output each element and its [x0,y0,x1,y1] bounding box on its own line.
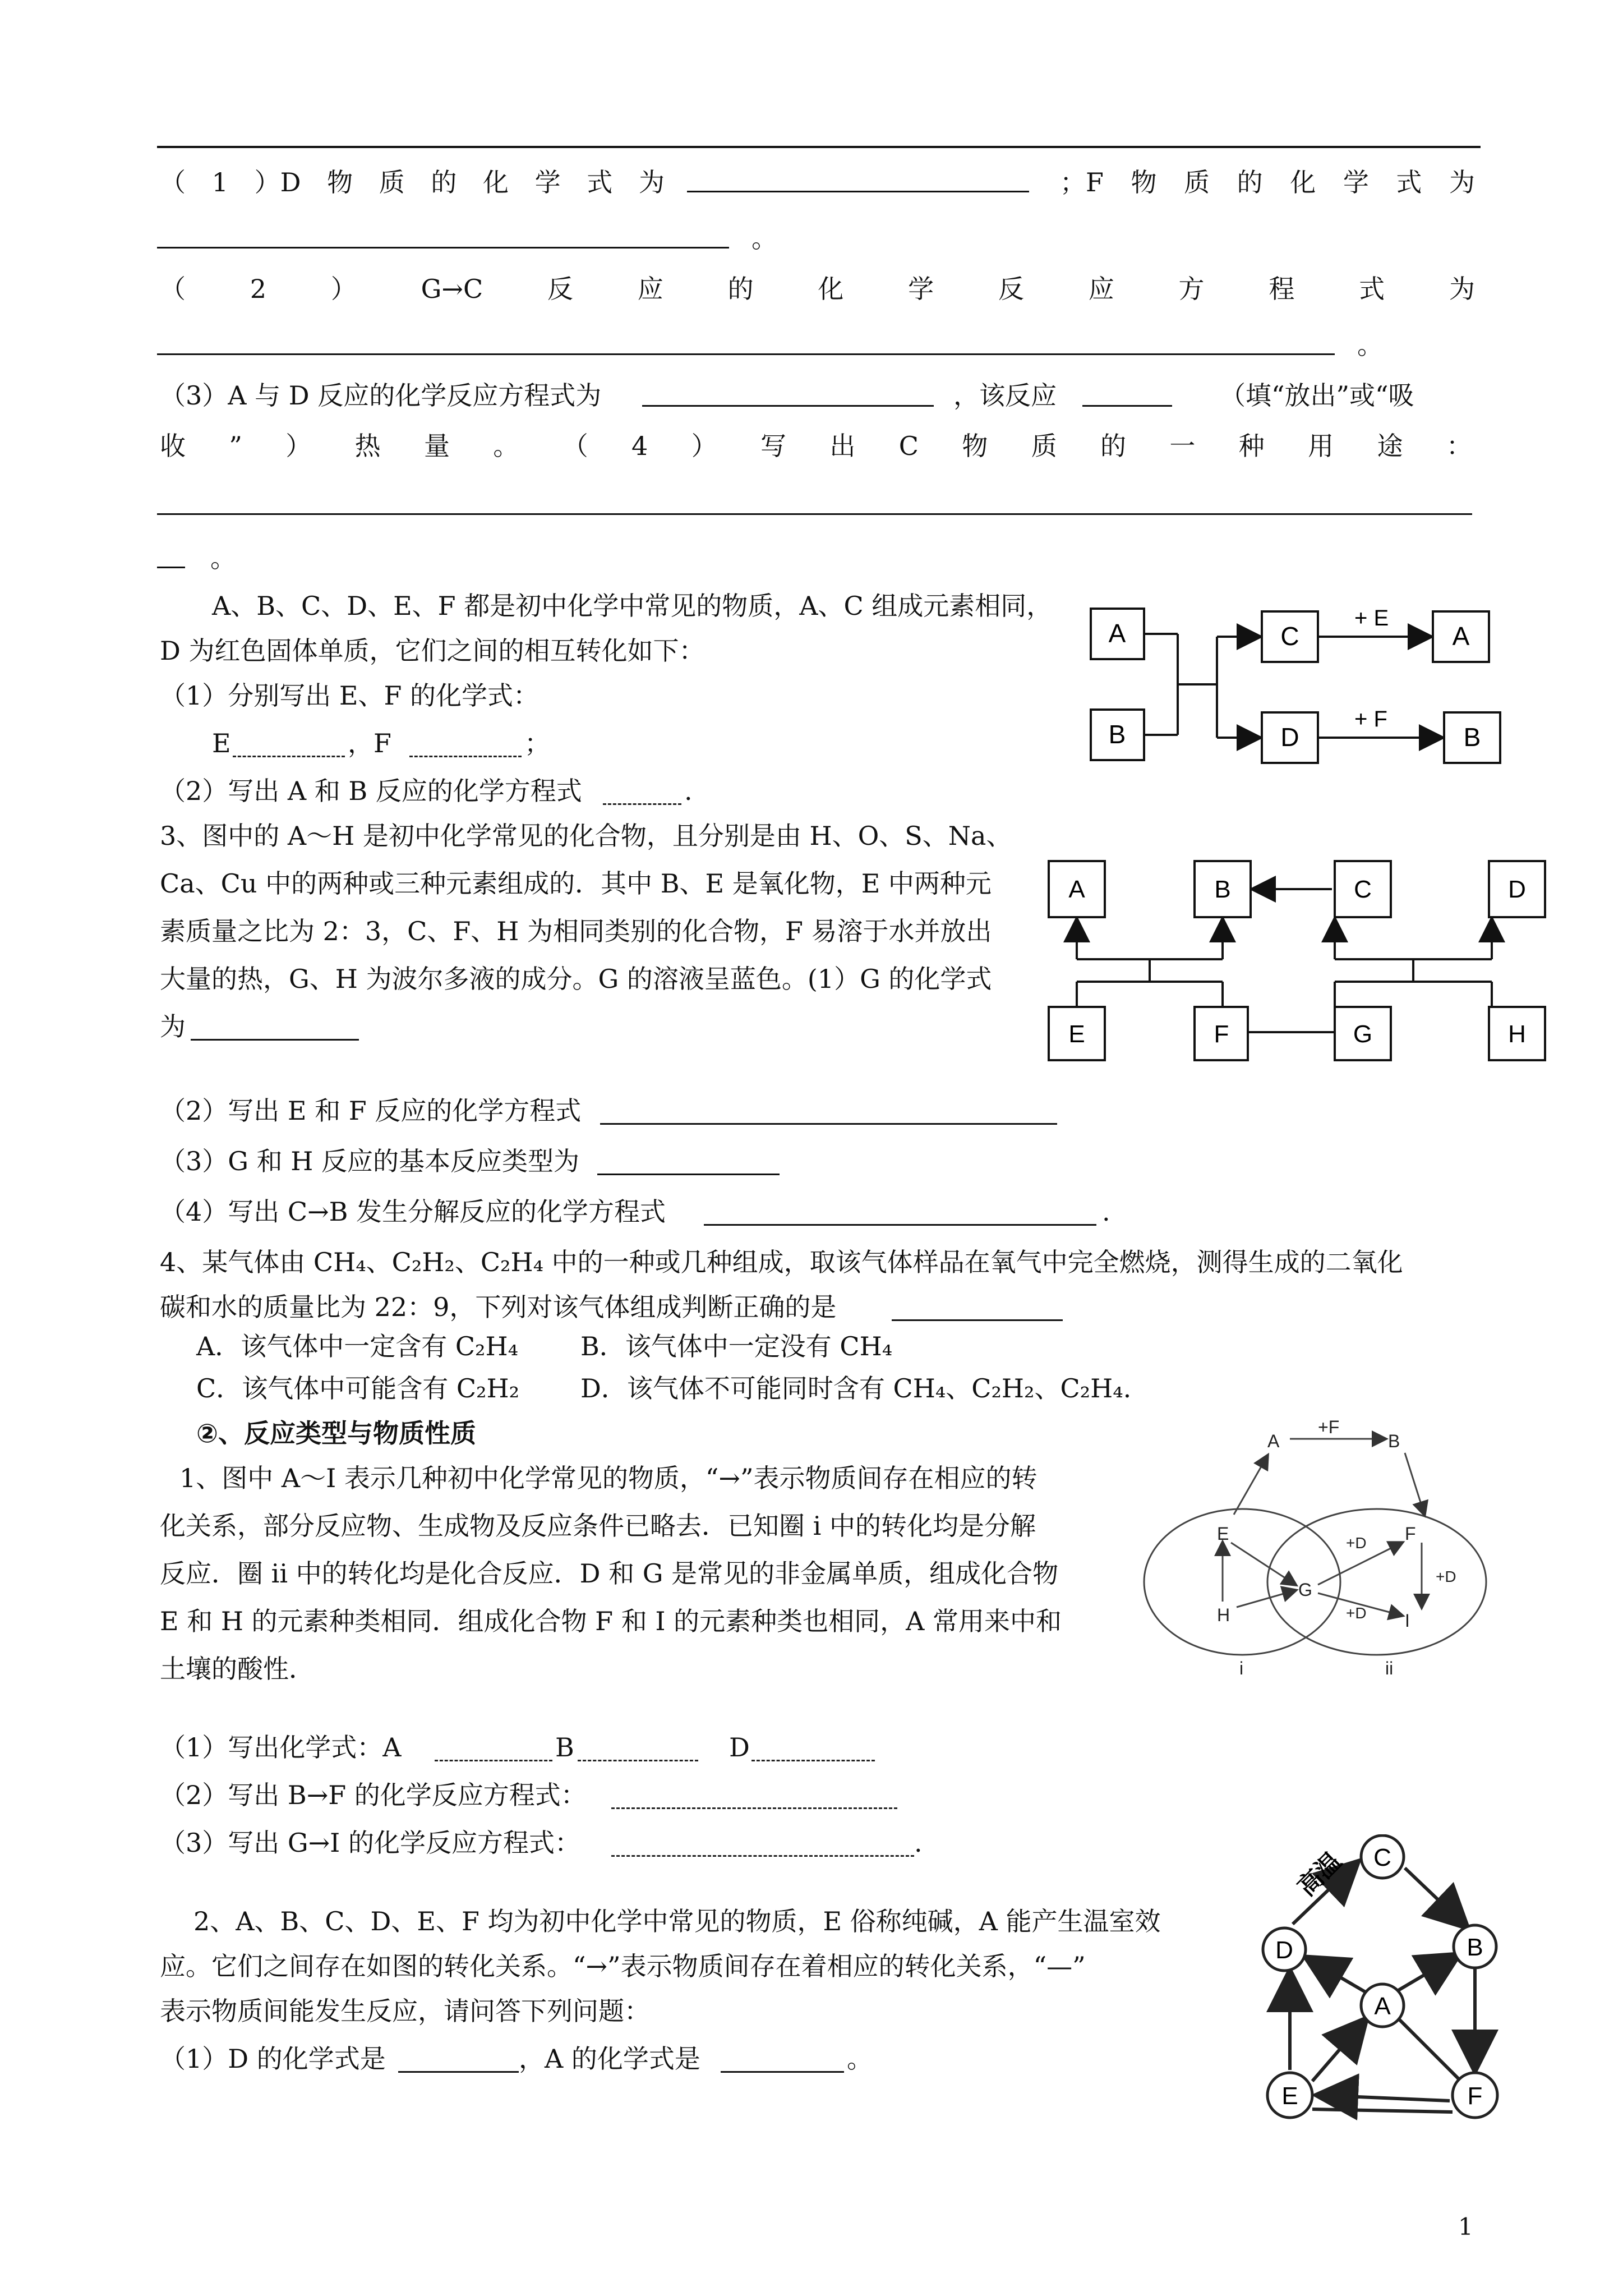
node-b [1454,1925,1496,1968]
q4-line2: 碳和水的质量比为 22：9，下列对该气体组成判断正确的是 [160,1292,837,1322]
q2-diagram [1082,595,1520,785]
q-top-line3a: （3）A 与 D 反应的化学反应方程式为 [160,380,602,411]
svg-text:G: G [1353,1020,1373,1048]
svg-text:A: A [1108,619,1126,648]
page-number: 1 [1458,2213,1473,2240]
label-gaowen: 高温 [1292,1847,1347,1902]
d-label-i: I [1405,1611,1410,1631]
answer-blank-a-d[interactable] [642,405,934,407]
q2-line3: （1）分别写出 E、F 的化学式： [160,680,540,711]
answer-blank-c-b[interactable] [704,1224,1096,1226]
svg-text:A: A [1068,876,1085,903]
q4-option-d[interactable]: D．该气体不可能同时含有 CH₄、C₂H₂、C₂H₄. [580,1373,1132,1404]
d-label-g: G [1298,1580,1312,1600]
q2-line4-end: ； [524,728,550,758]
d-label-plus-d1: +D [1346,1534,1367,1552]
d-label-plus-d3: +D [1436,1568,1456,1585]
answer-blank-g-h-type[interactable] [597,1174,780,1175]
answer-blank-e-f[interactable] [600,1123,1057,1125]
q3-q4-end: . [1102,1197,1110,1227]
q4-line1: 4、某气体由 CH₄、C₂H₂、C₂H₄ 中的一种或几种组成，取该气体样品在氧气中完全燃烧，测得生成的二氧化 [160,1247,1403,1277]
node-b2 [1444,712,1500,763]
answer-blank-e[interactable] [233,754,345,757]
s2q2-diagram [1256,1834,1509,2132]
q-top-line3c: （填“放出”或“吸 [1220,380,1414,411]
svg-text:A: A [1452,622,1470,651]
answer-blank-d-formula[interactable] [687,191,1029,192]
svg-text:B: B [1463,723,1481,752]
svg-text:D: D [1275,1936,1293,1964]
s2q1-line1: 1、图中 A～I 表示几种初中化学常见的物质，“→”表示物质间存在相应的转 [179,1463,1038,1493]
d-label-plus-d2: +D [1346,1604,1367,1622]
q2-line1: A、B、C、D、E、F 都是初中化学中常见的物质，A、C 组成元素相同， [212,591,1053,621]
q3-line5: 为 [160,1011,186,1042]
answer-blank-f[interactable] [409,754,522,757]
answer-blank-a-b[interactable] [603,802,681,805]
svg-text:C: C [1373,1844,1391,1871]
d-label-e: E [1217,1524,1229,1544]
q-top-line4-end: 。 [210,543,236,573]
q3-q4: （4）写出 C→B 发生分解反应的化学方程式 [160,1197,666,1227]
node-h [1489,1007,1545,1060]
answer-blank-b-f[interactable] [611,1806,897,1809]
node-g [1335,1007,1391,1060]
node-b [1195,861,1251,917]
answer-blank-g-to-c[interactable] [157,353,1335,355]
q3-line2: Ca、Cu 中的两种或三种元素组成的．其中 B、E 是氧化物，E 中两种元 [160,868,992,899]
svg-text:D: D [1280,723,1299,752]
q-top-line1-right: ；F 物 质 的 化 学 式 为 [1060,167,1475,197]
s2q1-line4: E 和 H 的元素种类相同．组成化合物 F 和 I 的元素种类也相同，A 常用来中和 [160,1606,1062,1636]
node-a [1361,1984,1404,2027]
s2q2-q1-b: ，A 的化学式是 [519,2044,700,2074]
node-a2 [1433,611,1489,662]
answer-blank-d[interactable] [398,2071,519,2073]
answer-blank-c-use-tail[interactable] [157,567,185,568]
answer-blank-s2-d[interactable] [751,1759,875,1761]
q3-q2: （2）写出 E 和 F 反应的化学方程式 [160,1096,582,1126]
s2q1-line5: 土壤的酸性． [160,1654,315,1684]
svg-text:D: D [1508,876,1526,903]
q3-line1: 3、图中的 A～H 是初中化学常见的化合物，且分别是由 H、O、S、Na、 [160,821,1012,851]
d-label-f: F [1405,1524,1416,1544]
q4-option-b[interactable]: B．该气体中一定没有 CH₄ [580,1331,893,1361]
answer-blank-s2-b[interactable] [578,1759,698,1761]
node-a [1049,861,1105,917]
node-f [1195,1007,1248,1060]
q3-q3: （3）G 和 H 反应的基本反应类型为 [160,1146,579,1176]
s2q2-line2: 应。它们之间存在如图的转化关系。“→”表示物质间存在着相应的转化关系，“—” [160,1951,1086,1981]
node-e [1049,1007,1105,1060]
d-label-h: H [1217,1605,1230,1625]
svg-text:E: E [1281,2082,1298,2110]
svg-text:C: C [1280,622,1299,651]
s2q1-q2: （2）写出 B→F 的化学反应方程式： [160,1780,587,1810]
d-label-circle-i: i [1239,1658,1244,1677]
node-f [1453,2073,1497,2118]
q2-line4-f: ，F [348,728,391,758]
label-plus-e: + E [1354,606,1389,631]
answer-blank-f-formula[interactable] [157,247,729,249]
q4-option-c[interactable]: C．该气体中可能含有 C₂H₂ [196,1373,520,1404]
svg-text:A: A [1374,1993,1391,2020]
s2q1-q1-d: D [729,1732,750,1763]
answer-blank-g[interactable] [191,1039,359,1041]
svg-text:E: E [1068,1020,1085,1048]
q3-line4: 大量的热，G、H 为波尔多液的成分。G 的溶液呈蓝色。(1）G 的化学式 [160,964,992,994]
svg-text:B: B [1214,876,1231,903]
node-d [1263,1928,1306,1971]
q-top-line2: （ 2 ） G→C 反 应 的 化 学 反 应 方 程 式 为 [160,274,1475,304]
s2q1-line2: 化关系，部分反应物、生成物及反应条件已略去．已知圈 i 中的转化均是分解 [160,1511,1036,1541]
q-top-line3b: ，该反应 [953,380,1057,411]
q-top-line2-end: 。 [1357,330,1383,360]
svg-text:F: F [1214,1020,1229,1048]
q-top-line1-end: 。 [751,223,777,254]
node-d [1262,712,1318,763]
svg-text:F: F [1467,2082,1483,2110]
answer-blank-g-i[interactable] [611,1854,914,1857]
s2q1-q3-end: . [914,1828,923,1858]
svg-text:B: B [1467,1934,1483,1961]
d-label-a: A [1267,1431,1280,1451]
s2q1-line3: 反应．圈 ii 中的转化均是化合反应．D 和 G 是常见的非金属单质，组成化合物 [160,1558,1059,1589]
label-plus-f: + F [1354,707,1387,731]
q2-line2: D 为红色固体单质，它们之间的相互转化如下： [160,636,705,666]
q2-line5-end: . [684,776,693,806]
q-top-line1: （ 1 ）D 物 质 的 化 学 式 为 [160,167,665,197]
d-label-plus-f: +F [1318,1417,1340,1437]
s2q2-line1: 2、A、B、C、D、E、F 均为初中化学中常见的物质，E 俗称纯碱，A 能产生温室效 [193,1906,1161,1936]
q2-line5: （2）写出 A 和 B 反应的化学方程式 [160,776,582,806]
q3-line3: 素质量之比为 2：3，C、F、H 为相同类别的化合物，F 易溶于水并放出 [160,916,992,946]
header-rule [157,146,1481,148]
s2q1-q1-a: （1）写出化学式：A [160,1732,402,1763]
s2q1-q1-b: B [555,1732,574,1763]
answer-blank-s2-a[interactable] [435,1759,552,1761]
q4-option-a[interactable]: A．该气体中一定含有 C₂H₄ [196,1331,519,1361]
answer-blank-q4[interactable] [892,1319,1063,1321]
q3-diagram [1043,853,1548,1066]
d-label-b: B [1388,1431,1400,1451]
node-a [1091,609,1144,659]
svg-text:C: C [1354,876,1372,903]
node-c [1262,611,1318,662]
answer-blank-a[interactable] [721,2071,844,2073]
s2q1-diagram [1138,1414,1497,1677]
s2q2-q1-end: 。 [847,2044,873,2074]
answer-blank-c-use[interactable] [157,513,1472,515]
s2q2-q1-a: （1）D 的化学式是 [160,2044,386,2074]
q2-line4-e: E [212,728,231,758]
s2q2-line3: 表示物质间能发生反应，请问答下列问题： [160,1996,650,2026]
svg-text:B: B [1108,720,1126,749]
node-c [1335,861,1391,917]
d-label-circle-ii: ii [1385,1658,1394,1677]
node-d [1489,861,1545,917]
node-b [1091,710,1144,760]
svg-text:H: H [1508,1020,1526,1048]
node-c [1361,1835,1404,1878]
q-top-line3-2: 收 ” ） 热 量 。 （ 4 ） 写 出 C 物 质 的 一 种 用 途 ： [160,431,1472,461]
answer-blank-heat[interactable] [1082,405,1172,407]
s2q1-q3: （3）写出 G→I 的化学反应方程式： [160,1828,580,1858]
section-title: ②、反应类型与物质性质 [196,1418,476,1448]
node-e [1267,2073,1312,2118]
